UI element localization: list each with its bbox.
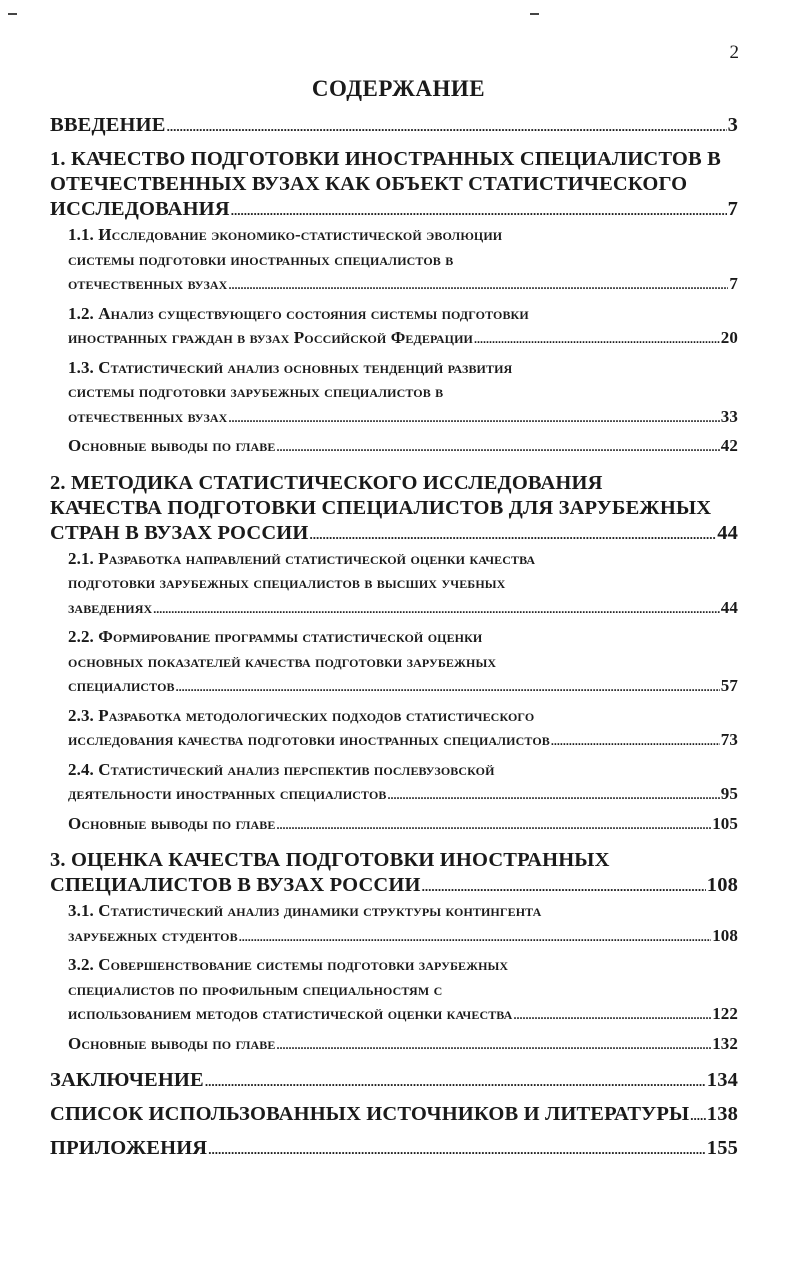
toc-chapter-entry	[50, 1102, 738, 1128]
toc-entry-text: 1. КАЧЕСТВО ПОДГОТОВКИ ИНОСТРАННЫХ СПЕЦИАЛИСТОВ В	[50, 148, 721, 170]
toc-entry-text: отечественных вузах	[68, 274, 228, 293]
toc-page-number: 44	[720, 597, 738, 617]
toc-section-entry	[50, 812, 738, 838]
toc-entry-text: зарубежных студентов	[68, 925, 238, 945]
toc-entry-text: ПРИЛОЖЕНИЯ	[50, 1137, 208, 1159]
toc-line	[50, 812, 738, 838]
toc-entry-text: Основные выводы по главе	[68, 436, 276, 455]
dot-leader	[277, 1032, 712, 1058]
toc-line	[50, 223, 738, 248]
toc-entry-text: 2.3. Разработка методологических подходов статистического	[68, 705, 535, 725]
toc-line	[50, 650, 738, 675]
toc-page-number: 20	[720, 328, 738, 347]
toc-entry-text: деятельности иностранных специалистов	[68, 784, 387, 803]
toc-page-number: 132	[712, 1033, 738, 1053]
toc-line	[50, 272, 738, 298]
toc-line	[50, 758, 738, 783]
toc-entry-text: ВВЕДЕНИЕ	[50, 114, 166, 136]
toc-chapter-entry	[50, 471, 738, 547]
toc-line	[50, 848, 738, 873]
toc-line	[50, 471, 738, 496]
toc-entry-text: ИССЛЕДОВАНИЯ	[50, 198, 230, 220]
toc-page-number: 108	[706, 874, 738, 896]
toc-entry-text: 1.3. Статистический анализ основных тенденций развития	[68, 357, 513, 377]
toc-page-number: 95	[720, 784, 738, 803]
toc-entry-text: ОТЕЧЕСТВЕННЫХ ВУЗАХ КАК ОБЪЕКТ СТАТИСТИЧЕСКОГО	[50, 173, 688, 195]
toc-entry-text: Основные выводы по главе	[68, 1033, 276, 1053]
toc-entry-text: специалистов	[68, 676, 175, 695]
toc-entry-text: 2.4. Статистический анализ перспектив послевузовской	[68, 759, 495, 779]
toc-entry-text: 3.2. Совершенствование системы подготовки зарубежных	[68, 955, 509, 974]
toc-page-number: 134	[706, 1069, 738, 1091]
toc-page-number: 122	[712, 1004, 738, 1023]
table-of-contents	[50, 113, 738, 1162]
toc-entry-text: 3. ОЦЕНКА КАЧЕСТВА ПОДГОТОВКИ ИНОСТРАННЫХ	[50, 849, 610, 871]
toc-line	[50, 405, 738, 431]
toc-entry-text: основных показателей качества подготовки зарубежных	[68, 651, 497, 671]
dot-leader	[231, 197, 727, 223]
toc-line	[50, 380, 738, 405]
toc-section-entry	[50, 953, 738, 1028]
toc-line	[50, 113, 738, 139]
dot-leader	[228, 405, 719, 431]
dot-leader	[208, 1136, 706, 1162]
toc-chapter-entry	[50, 1136, 738, 1162]
toc-line	[50, 924, 738, 950]
toc-chapter-entry	[50, 113, 738, 139]
toc-entry-text: специалистов по профильным специальностям с	[68, 979, 443, 999]
toc-line	[50, 172, 738, 197]
toc-page-number: 42	[720, 436, 738, 455]
toc-entry-text: СТРАН В ВУЗАХ РОССИИ	[50, 521, 309, 544]
toc-entry-text: СПИСОК ИСПОЛЬЗОВАННЫХ ИСТОЧНИКОВ И ЛИТЕРАТУРЫ	[50, 1103, 690, 1125]
toc-line	[50, 899, 738, 924]
toc-entry-text: СПЕЦИАЛИСТОВ В ВУЗАХ РОССИИ	[50, 874, 421, 896]
dot-leader	[551, 728, 720, 754]
toc-chapter-entry	[50, 147, 738, 223]
dot-leader	[310, 521, 717, 547]
dot-leader	[690, 1102, 706, 1128]
toc-entry-text: 1.2. Анализ существующего состояния системы подготовки	[68, 303, 529, 323]
toc-line	[50, 1002, 738, 1028]
toc-line	[50, 248, 738, 273]
toc-section-entry	[50, 899, 738, 949]
toc-entry-text: подготовки зарубежных специалистов в высших учебных	[68, 573, 506, 592]
toc-entry-text: системы подготовки зарубежных специалистов в	[68, 382, 444, 401]
toc-entry-text: КАЧЕСТВА ПОДГОТОВКИ СПЕЦИАЛИСТОВ ДЛЯ ЗАРУБЕЖНЫХ	[50, 496, 712, 519]
page-number: 2	[729, 42, 739, 63]
toc-line	[50, 596, 738, 622]
toc-entry-text: ЗАКЛЮЧЕНИЕ	[50, 1069, 204, 1091]
dot-leader	[277, 434, 720, 460]
toc-line	[50, 1032, 738, 1058]
toc-section-entry	[50, 223, 738, 298]
toc-line	[50, 1102, 738, 1128]
dot-leader	[277, 812, 712, 838]
toc-page-number: 155	[706, 1137, 738, 1159]
toc-section-entry	[50, 1032, 738, 1058]
toc-line	[50, 197, 738, 223]
dot-leader	[153, 596, 720, 622]
toc-section-entry	[50, 302, 738, 352]
toc-line	[50, 674, 738, 700]
dot-leader	[388, 782, 720, 808]
toc-page-number: 7	[729, 274, 738, 293]
toc-section-entry	[50, 758, 738, 808]
toc-line	[50, 873, 738, 899]
toc-entry-text: Основные выводы по главе	[68, 813, 276, 833]
toc-line	[50, 782, 738, 808]
toc-line	[50, 1136, 738, 1162]
toc-entry-text: использованием методов статистической оценки качества	[68, 1004, 513, 1023]
toc-line	[50, 547, 738, 572]
toc-page-number: 138	[706, 1103, 738, 1125]
toc-entry-text: отечественных вузах	[68, 406, 228, 426]
toc-line	[50, 953, 738, 978]
dot-leader	[176, 674, 720, 700]
toc-entry-text: иностранных граждан в вузах Российской Федерации	[68, 328, 473, 347]
toc-line	[50, 978, 738, 1003]
toc-section-entry	[50, 356, 738, 431]
toc-section-entry	[50, 625, 738, 700]
toc-section-entry	[50, 434, 738, 460]
toc-section-entry	[50, 704, 738, 754]
toc-line	[50, 625, 738, 650]
toc-entry-text: системы подготовки иностранных специалистов в	[68, 249, 454, 269]
toc-line	[50, 704, 738, 729]
toc-line	[50, 571, 738, 596]
toc-line	[50, 1068, 738, 1094]
toc-entry-text: исследования качества подготовки иностранных специалистов	[68, 730, 550, 749]
toc-page-number: 108	[712, 925, 738, 945]
toc-page-number: 7	[727, 198, 738, 220]
dot-leader	[474, 326, 720, 352]
toc-entry-text: 1.1. Исследование экономико-статистической эволюции	[68, 225, 503, 244]
toc-line	[50, 496, 738, 521]
toc-title: СОДЕРЖАНИЕ	[311, 76, 486, 101]
toc-section-entry	[50, 547, 738, 622]
scan-mark-left	[8, 13, 17, 15]
scan-mark-center	[530, 13, 539, 15]
toc-page-number: 3	[727, 114, 738, 136]
toc-line	[50, 434, 738, 460]
toc-page-number: 33	[720, 406, 738, 426]
toc-line	[50, 356, 738, 381]
toc-entry-text: 2. МЕТОДИКА СТАТИСТИЧЕСКОГО ИССЛЕДОВАНИЯ	[50, 471, 603, 494]
toc-line	[50, 728, 738, 754]
dot-leader	[205, 1068, 706, 1094]
toc-page-number: 73	[720, 730, 738, 749]
toc-line	[50, 147, 738, 172]
toc-line	[50, 521, 738, 547]
toc-entry-text: 2.1. Разработка направлений статистической оценки качества	[68, 548, 536, 568]
dot-leader	[239, 924, 711, 950]
dot-leader	[513, 1002, 711, 1028]
dot-leader	[228, 272, 728, 298]
toc-page-number: 105	[712, 813, 738, 833]
toc-line	[50, 302, 738, 327]
toc-chapter-entry	[50, 1068, 738, 1094]
dot-leader	[167, 113, 727, 139]
toc-entry-text: заведениях	[68, 597, 153, 617]
dot-leader	[422, 873, 706, 899]
toc-line	[50, 326, 738, 352]
toc-entry-text: 3.1. Статистический анализ динамики структуры контингента	[68, 901, 542, 920]
toc-entry-text: 2.2. Формирование программы статистической оценки	[68, 627, 483, 646]
toc-page-number: 44	[717, 521, 738, 544]
toc-chapter-entry	[50, 848, 738, 899]
toc-page-number: 57	[720, 676, 738, 695]
